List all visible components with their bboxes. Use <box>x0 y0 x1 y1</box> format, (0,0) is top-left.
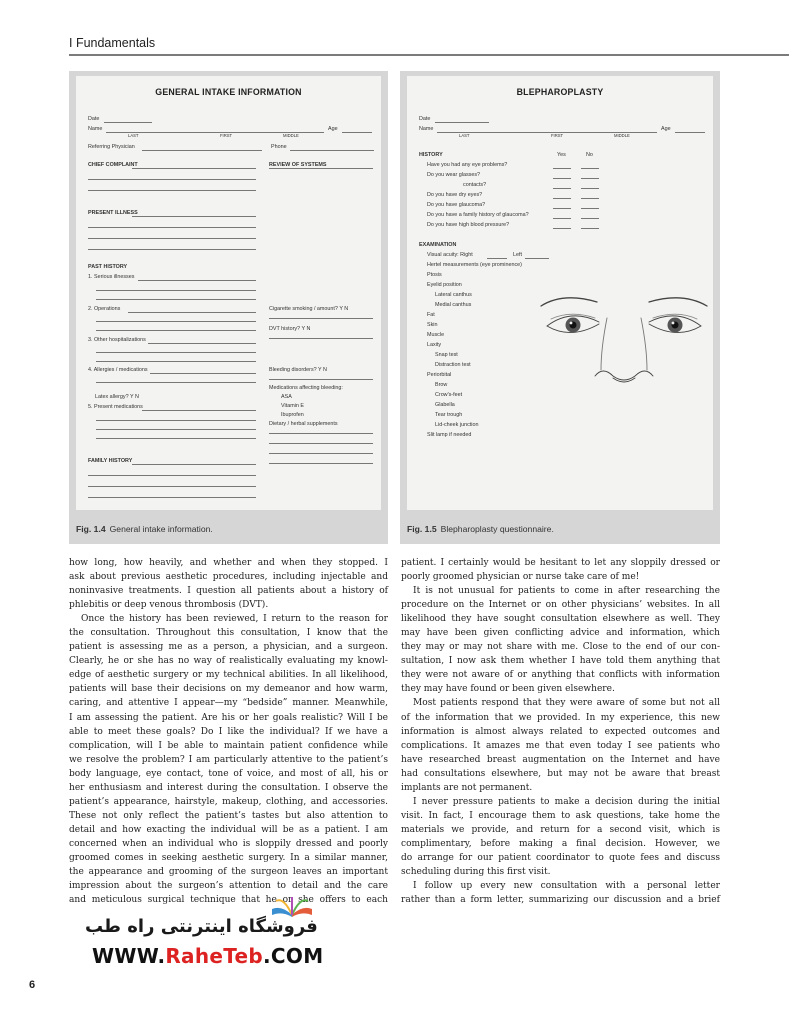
form-heading: CHIEF COMPLAINT <box>88 162 138 168</box>
form-line <box>553 168 571 169</box>
form-line <box>675 132 705 133</box>
form-line <box>581 168 599 169</box>
text-line: detail and how exacting the individual will be as a patient. I am <box>69 824 388 835</box>
form-label: Muscle <box>427 332 445 338</box>
form-line <box>553 188 571 189</box>
form-line <box>581 208 599 209</box>
form-line <box>88 497 256 498</box>
form-label: 2. Operations <box>88 306 121 312</box>
text-line: poorly groomed physician or nurse take care of me! <box>401 572 640 583</box>
page-number: 6 <box>29 979 36 991</box>
form-label: Do you have a family history of glaucoma? <box>427 212 529 218</box>
form-label: Tear trough <box>435 412 463 418</box>
form-line <box>96 429 256 430</box>
form-label: Do you have high blood pressure? <box>427 222 510 228</box>
form-label: Glabella <box>435 402 455 408</box>
form-label: Ptosis <box>427 272 442 278</box>
form-line <box>142 410 256 411</box>
text-line: how long, how heavily, and whether and when they stopped. I <box>69 558 388 568</box>
face-diagram <box>537 288 711 408</box>
figure-caption <box>76 518 381 540</box>
form-heading: PRESENT ILLNESS <box>88 210 138 216</box>
form-line <box>553 198 571 199</box>
form-line <box>525 258 549 259</box>
form-line <box>269 318 373 319</box>
form-label: Referring Physician <box>88 144 135 150</box>
text-line: ask about previous aesthetic procedures, including injectable and <box>69 572 388 583</box>
text-line: we resolve the problem? I am particularly attentive to the patient’s <box>69 754 388 765</box>
form-label: Dietary / herbal supplements <box>269 421 338 427</box>
text-line: of the information that we provided. In my experience, this new <box>401 712 720 723</box>
form-line <box>269 463 373 464</box>
text-line: the appearance and grooming of the surgeon leaves an important <box>69 867 388 878</box>
form-line <box>342 132 372 133</box>
text-line: Most patients respond that they were aware of some but not all <box>413 698 720 709</box>
text-line: It is not unusual for patients to come in after researching the <box>413 586 720 597</box>
form-label: Ibuprofen <box>281 412 304 418</box>
form-line <box>104 122 152 123</box>
form-label: Medications affecting bleeding: <box>269 385 343 391</box>
form-line <box>96 382 256 383</box>
text-line: patient’s appearance, hairstyle, makeup, clothing, and accessories. <box>69 796 388 807</box>
form-line <box>553 178 571 179</box>
text-line: complimentary, before making a final decision. However, we <box>401 838 720 849</box>
form-line <box>96 299 256 300</box>
form-label: Bleeding disorders? Y N <box>269 367 327 373</box>
form-line <box>88 227 256 228</box>
form-label: MIDDLE <box>614 133 630 138</box>
form-label: Medial canthus <box>435 302 472 308</box>
text-line: body language, eye contact, tone of voice, and most of all, his or <box>69 768 388 779</box>
form-label: 5. Present medications <box>88 404 143 410</box>
form-label: 4. Allergies / medications <box>88 367 148 373</box>
text-line: sultation, I now ask them whether I have told them anything that <box>401 656 720 667</box>
text-line: procedure on the Internet or on other physicians’ websites. In all <box>401 600 720 611</box>
header-rule <box>69 54 789 56</box>
form-line <box>290 150 374 151</box>
text-line: concerned when an individual who is sloppily dressed and poorly <box>69 838 388 849</box>
form-line <box>269 453 373 454</box>
form-label: Hertel measurements (eye prominence) <box>427 262 522 268</box>
form-line <box>142 150 262 151</box>
form-title: GENERAL INTAKE INFORMATION <box>155 87 302 97</box>
form-label: Date <box>419 116 431 122</box>
form-label: Yes <box>557 152 566 158</box>
form-label: Left <box>513 252 522 258</box>
form-label: Do you have glaucoma? <box>427 202 486 208</box>
watermark-url <box>92 944 323 968</box>
text-line: patients will base their decisions on my demeanor and how warm, <box>69 684 388 695</box>
paragraph <box>401 696 720 794</box>
text-line: noninvasive treatments. I question all patients about a history of <box>69 586 388 597</box>
form-label: Have you had any eye problems? <box>427 162 508 168</box>
form-label: contacts? <box>463 182 487 188</box>
form-label: Date <box>88 116 100 122</box>
watermark-persian-text: فروشگاه اینترنتی راه طب <box>85 916 318 937</box>
text-line: the consultation. Throughout this consultation, I know that the <box>69 628 388 639</box>
form-label: Name <box>88 126 103 132</box>
form-line <box>150 373 256 374</box>
form-line <box>88 475 256 476</box>
form-label: MIDDLE <box>283 133 299 138</box>
form-label: LAST <box>459 133 470 138</box>
form-heading: EXAMINATION <box>419 242 457 248</box>
text-line: I am assessing the patient. Are his or her goals realistic? Will I be <box>69 712 388 723</box>
form-label: Brow <box>435 382 448 388</box>
text-line: they may or may not share with me. Close to the end of our con- <box>401 642 720 653</box>
form-label: DVT history? Y N <box>269 326 311 332</box>
paragraph <box>401 879 720 907</box>
intake-form-image <box>76 76 381 510</box>
form-line <box>96 290 256 291</box>
form-line <box>132 168 256 169</box>
text-line: they may have found or been given elsewhere. <box>401 684 615 695</box>
form-label: Latex allergy? Y N <box>95 394 139 400</box>
form-line <box>96 420 256 421</box>
form-title: BLEPHAROPLASTY <box>516 87 604 97</box>
blepharoplasty-form-image <box>407 76 713 510</box>
text-line: scheduling during this first visit. <box>401 867 551 878</box>
form-heading: REVIEW OF SYSTEMS <box>269 162 327 168</box>
running-header: I Fundamentals <box>69 36 156 50</box>
form-line <box>96 352 256 353</box>
form-line <box>88 238 256 239</box>
form-label: Vitamin E <box>281 403 304 409</box>
form-label: Crow's-feet <box>435 392 463 398</box>
text-line: do arrange for our patient coordinator to quote fees and discuss <box>401 852 720 863</box>
text-line: and meticulous surgical technique that he or she offers to each <box>69 895 388 906</box>
paragraph <box>401 556 720 584</box>
text-line: complication, will I be able to maintain patient confidence while <box>69 740 388 751</box>
form-label: Lid-cheek junction <box>435 422 479 428</box>
text-line: These not only reflect the patient’s tastes but also attention to <box>69 810 388 821</box>
form-heading: FAMILY HISTORY <box>88 458 133 464</box>
text-line: information is almost always related to expected outcomes and <box>401 726 720 737</box>
form-line <box>138 280 256 281</box>
form-line <box>581 178 599 179</box>
form-label: Laxity <box>427 342 442 348</box>
form-line <box>581 198 599 199</box>
form-line <box>96 438 256 439</box>
text-line: materials we provide, and return for a second visit, which is <box>401 824 720 835</box>
text-line: visit. In fact, I encourage them to ask questions, take home the <box>401 810 720 821</box>
form-line <box>88 190 256 191</box>
form-line <box>148 343 256 344</box>
text-line: phlebitis or deep venous thrombosis (DVT). <box>69 600 269 611</box>
figure-general-intake <box>69 71 388 544</box>
form-label: 1. Serious illnesses <box>88 274 135 280</box>
text-line: I never pressure patients to make a decision during the initial <box>413 796 720 807</box>
form-line <box>132 464 256 465</box>
text-line: groomed comes in seeking aesthetic surgery. In a similar manner, <box>69 852 388 863</box>
text-line: patient. I certainly would be hesitant to let any sloppily dressed or <box>401 558 720 568</box>
form-label: Periorbital <box>427 372 452 378</box>
text-line: they were not aware of or anything that conflicts with information <box>401 670 720 681</box>
form-line <box>269 338 373 339</box>
text-line: able to meet these goals? Do I like the individual? If we have a <box>69 726 388 737</box>
caption-label: Fig. 1.5 <box>407 524 437 534</box>
form-line <box>435 122 489 123</box>
text-column-left <box>69 556 388 907</box>
form-label: Skin <box>427 322 438 328</box>
form-line <box>88 249 256 250</box>
text-line: had consultations elsewhere, but may not be aware that breast <box>401 768 720 779</box>
text-line: her enthusiasm and interest during the consultation. I observe the <box>69 782 388 793</box>
paragraph <box>401 584 720 696</box>
url-part: RaheTeb <box>165 944 264 968</box>
form-label: Distraction test <box>435 362 471 368</box>
form-label: Cigarette smoking / amount? Y N <box>269 306 349 312</box>
form-heading: PAST HISTORY <box>88 264 128 270</box>
text-line: have researched breast augmentation on the Internet and have <box>401 754 720 765</box>
caption-text: Blepharoplasty questionnaire. <box>440 524 554 534</box>
text-line: Once the history has been reviewed, I return to the reason for <box>81 614 388 625</box>
text-line: complications. It amazes me that even today I see patients who <box>401 740 720 751</box>
form-line <box>581 218 599 219</box>
form-line <box>132 216 256 217</box>
form-label: Phone <box>271 144 287 150</box>
form-line <box>269 433 373 434</box>
form-line <box>581 228 599 229</box>
form-label: Snap test <box>435 352 458 358</box>
form-label: Do you have dry eyes? <box>427 192 483 198</box>
form-line <box>96 321 256 322</box>
form-line <box>581 188 599 189</box>
form-label: FIRST <box>220 133 233 138</box>
text-column-right <box>401 556 720 907</box>
form-label: Visual acuity: Right <box>427 252 473 258</box>
form-label: Fat <box>427 312 435 318</box>
paragraph <box>69 612 388 907</box>
form-line <box>269 379 373 380</box>
form-line <box>487 258 507 259</box>
paragraph <box>69 556 388 612</box>
paragraph <box>401 795 720 879</box>
caption-label: Fig. 1.4 <box>76 524 106 534</box>
form-line <box>96 330 256 331</box>
url-part: WWW. <box>92 944 166 968</box>
form-line <box>88 179 256 180</box>
form-label: Age <box>661 126 671 132</box>
form-label: Do you wear glasses? <box>427 172 481 178</box>
text-line: may have been given conflicting advice and information, which <box>401 628 720 639</box>
form-label: ASA <box>281 394 292 400</box>
form-line <box>269 443 373 444</box>
form-label: Eyelid position <box>427 282 462 288</box>
form-label: Lateral canthus <box>435 292 472 298</box>
text-line: impression about the surgeon’s attention to detail and the care <box>69 881 388 892</box>
form-line <box>553 208 571 209</box>
form-label: Name <box>419 126 434 132</box>
figure-blepharoplasty <box>400 71 720 544</box>
form-label: Slit lamp if needed <box>427 432 472 438</box>
form-line <box>128 312 256 313</box>
form-label: Age <box>328 126 338 132</box>
text-line: implants are not permanent. <box>401 782 533 793</box>
url-part: .COM <box>263 944 324 968</box>
text-line: I follow up every new consultation with a personal letter <box>413 881 720 892</box>
text-line: Clearly, he or she has no way of realistically evaluating my knowl- <box>69 656 388 667</box>
form-label: FIRST <box>551 133 564 138</box>
form-line <box>88 486 256 487</box>
form-line <box>553 228 571 229</box>
form-label: LAST <box>128 133 139 138</box>
form-label: No <box>586 152 593 158</box>
caption-text: General intake information. <box>109 524 213 534</box>
text-line: caring, and attentive I appear—my “bedside” manner. Meanwhile, <box>69 698 388 709</box>
form-line <box>96 361 256 362</box>
figure-caption <box>407 518 713 540</box>
form-line <box>553 218 571 219</box>
form-label: 3. Other hospitalizations <box>88 337 146 343</box>
text-line: edge of aesthetic surgery or my technical abilities. In all likelihood, <box>69 670 388 681</box>
form-heading: HISTORY <box>419 152 443 158</box>
form-line <box>269 168 373 169</box>
text-line: likelihood they have sought consultation elsewhere as well. They <box>401 614 720 625</box>
text-line: patient is assessing me as a person, a physician, and a surgeon. <box>69 642 388 653</box>
text-line: rather than a form letter, summarizing our discussion and a brief <box>401 895 720 906</box>
